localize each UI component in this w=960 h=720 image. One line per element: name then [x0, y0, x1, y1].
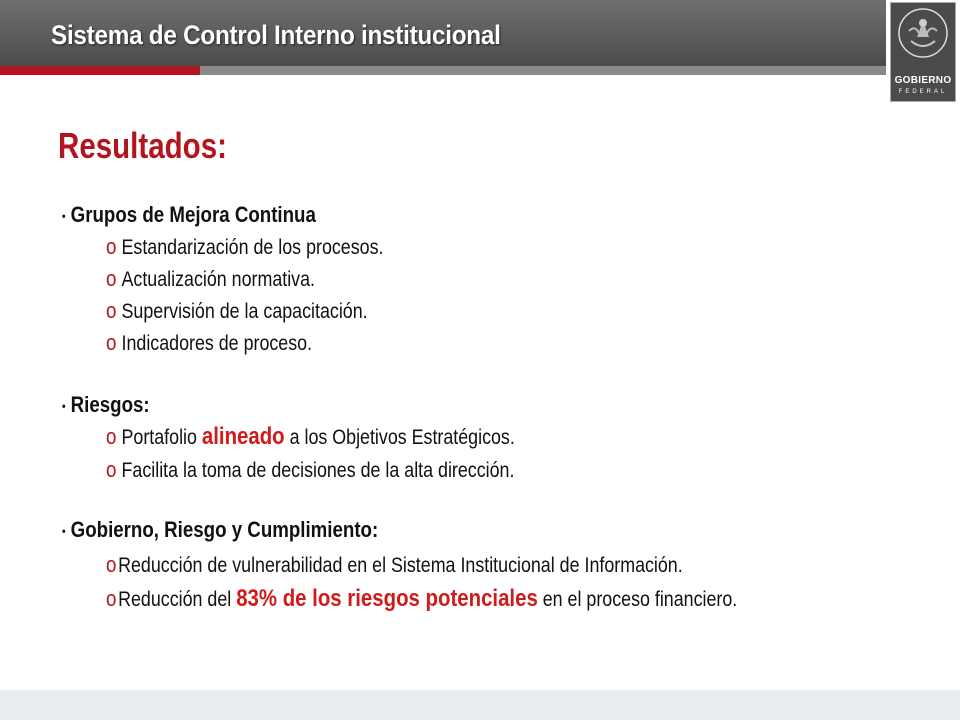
government-logo [886, 0, 960, 110]
logo-frame [890, 2, 956, 102]
circle-bullet-icon: o [106, 234, 117, 259]
bullet-icon: • [62, 524, 66, 539]
logo-word: GOBIERNO [894, 75, 952, 86]
section-heading-grc: • Gobierno, Riesgo y Cumplimiento: [62, 517, 379, 542]
circle-bullet-icon: o [106, 457, 117, 482]
list-item: o Estandarización de los procesos. [106, 234, 384, 259]
header-accent-gray [200, 66, 886, 75]
section-heading-riesgos: • Riesgos: [62, 392, 150, 417]
list-item: oReducción del 83% de los riesgos potenciales en el proceso financiero. [106, 585, 738, 612]
circle-bullet-icon: o [106, 424, 117, 449]
list-item: o Actualización normativa. [106, 266, 315, 291]
list-item: o Portafolio alineado a los Objetivos Estratégicos. [106, 423, 515, 450]
list-item: o Facilita la toma de decisiones de la alta dirección. [106, 457, 515, 482]
circle-bullet-icon: o [106, 330, 117, 355]
bullet-icon: • [62, 399, 66, 414]
header-accent-red [0, 66, 200, 75]
logo-sub: FEDERAL [898, 89, 948, 95]
circle-bullet-icon: o [106, 298, 117, 323]
header-bar [0, 0, 886, 66]
circle-bullet-icon: o [106, 552, 117, 577]
list-item: o Indicadores de proceso. [106, 330, 313, 355]
emphasis-text: alineado [201, 423, 285, 450]
section-heading-mejora: • Grupos de Mejora Continua [62, 202, 316, 227]
header-title: Sistema de Control Interno institucional [51, 20, 501, 50]
list-item: o Supervisión de la capacitación. [106, 298, 368, 323]
page-title: Resultados: [58, 125, 227, 166]
national-seal-icon [897, 7, 949, 59]
list-item: oReducción de vulnerabilidad en el Sistema Institucional de Información. [106, 552, 683, 577]
circle-bullet-icon: o [106, 266, 117, 291]
emphasis-text: 83% de los riesgos potenciales [236, 585, 538, 612]
circle-bullet-icon: o [106, 586, 117, 611]
footer-bar [0, 690, 960, 720]
bullet-icon: • [62, 209, 66, 224]
